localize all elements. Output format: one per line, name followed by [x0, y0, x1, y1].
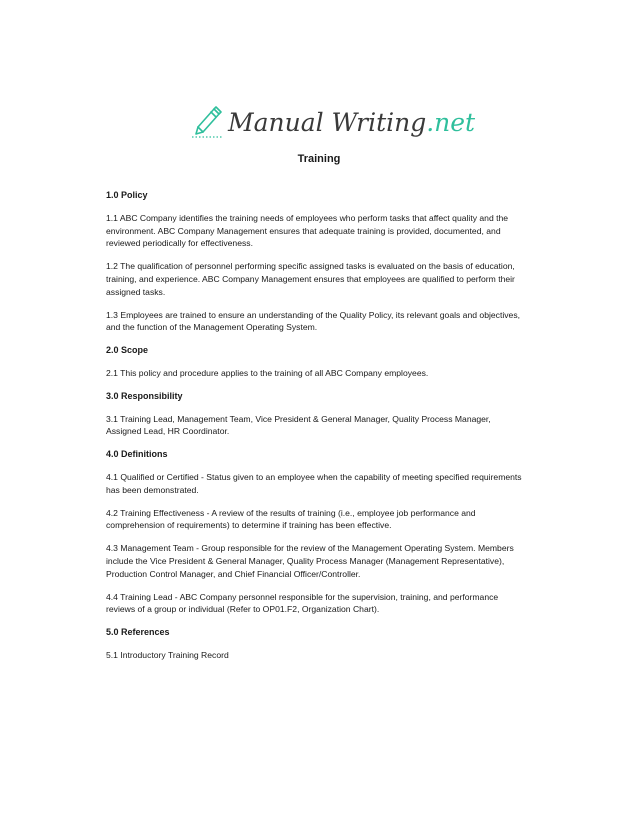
- logo-accent-text: .net: [426, 108, 476, 137]
- section-heading-responsibility: 3.0 Responsibility: [106, 390, 183, 401]
- logo-main-text: Manual Writing: [228, 108, 427, 137]
- section-heading-references: 5.0 References: [106, 627, 170, 638]
- document-title: Training: [297, 153, 341, 165]
- paragraph-4-4: 4.4 Training Lead - ABC Company personnel responsible for the supervision, training, and performance reviews of a group or individual (Refer to OP01.F2, Organization Chart).: [106, 591, 499, 615]
- paragraph-1-1: 1.1 ABC Company identifies the training needs of employees who perform tasks that affect quality and the environment. ABC Company Management ensures that adequate training is provided, documented, and reviewed periodically for effectiveness.: [106, 212, 509, 249]
- paragraph-2-1: 2.1 This policy and procedure applies to the training of all ABC Company employees.: [106, 367, 429, 378]
- paragraph-4-3: 4.3 Management Team - Group responsible for the review of the Management Operating System. Members include the Vice President & General Manager, Quality Process Manager (Management Representative), Production Control Manager, and Chief Financial Officer/Controller.: [106, 543, 514, 579]
- document-body: [106, 189, 526, 672]
- section-heading-scope: 2.0 Scope: [106, 345, 149, 356]
- paragraph-5-1: 5.1 Introductory Training Record: [106, 649, 229, 660]
- paragraph-4-1: 4.1 Qualified or Certified - Status given to an employee when the capability of meeting specified requirements has been demonstrated.: [106, 471, 522, 495]
- paragraph-4-2: 4.2 Training Effectiveness - A review of the results of training (i.e., employee job performance and comprehension of requirements) to determine if training has been effective.: [106, 507, 476, 531]
- section-heading-policy: 1.0 Policy: [106, 190, 148, 200]
- site-logo: [190, 97, 475, 139]
- pencil-icon: [190, 101, 224, 139]
- paragraph-3-1: 3.1 Training Lead, Management Team, Vice President & General Manager, Quality Process Manager, Assigned Lead, HR Coordinator.: [106, 413, 491, 437]
- section-heading-definitions: 4.0 Definitions: [106, 449, 168, 460]
- logo-wordmark: [228, 109, 475, 137]
- paragraph-1-2: 1.2 The qualification of personnel performing specific assigned tasks is evaluated on the basis of education, training, and experience. ABC Company Management ensures that employees are qualified to perform their assigned tasks.: [106, 261, 515, 297]
- paragraph-1-3: 1.3 Employees are trained to ensure an understanding of the Quality Policy, its relevant goals and objectives, and the function of the Management Operating System.: [106, 309, 521, 333]
